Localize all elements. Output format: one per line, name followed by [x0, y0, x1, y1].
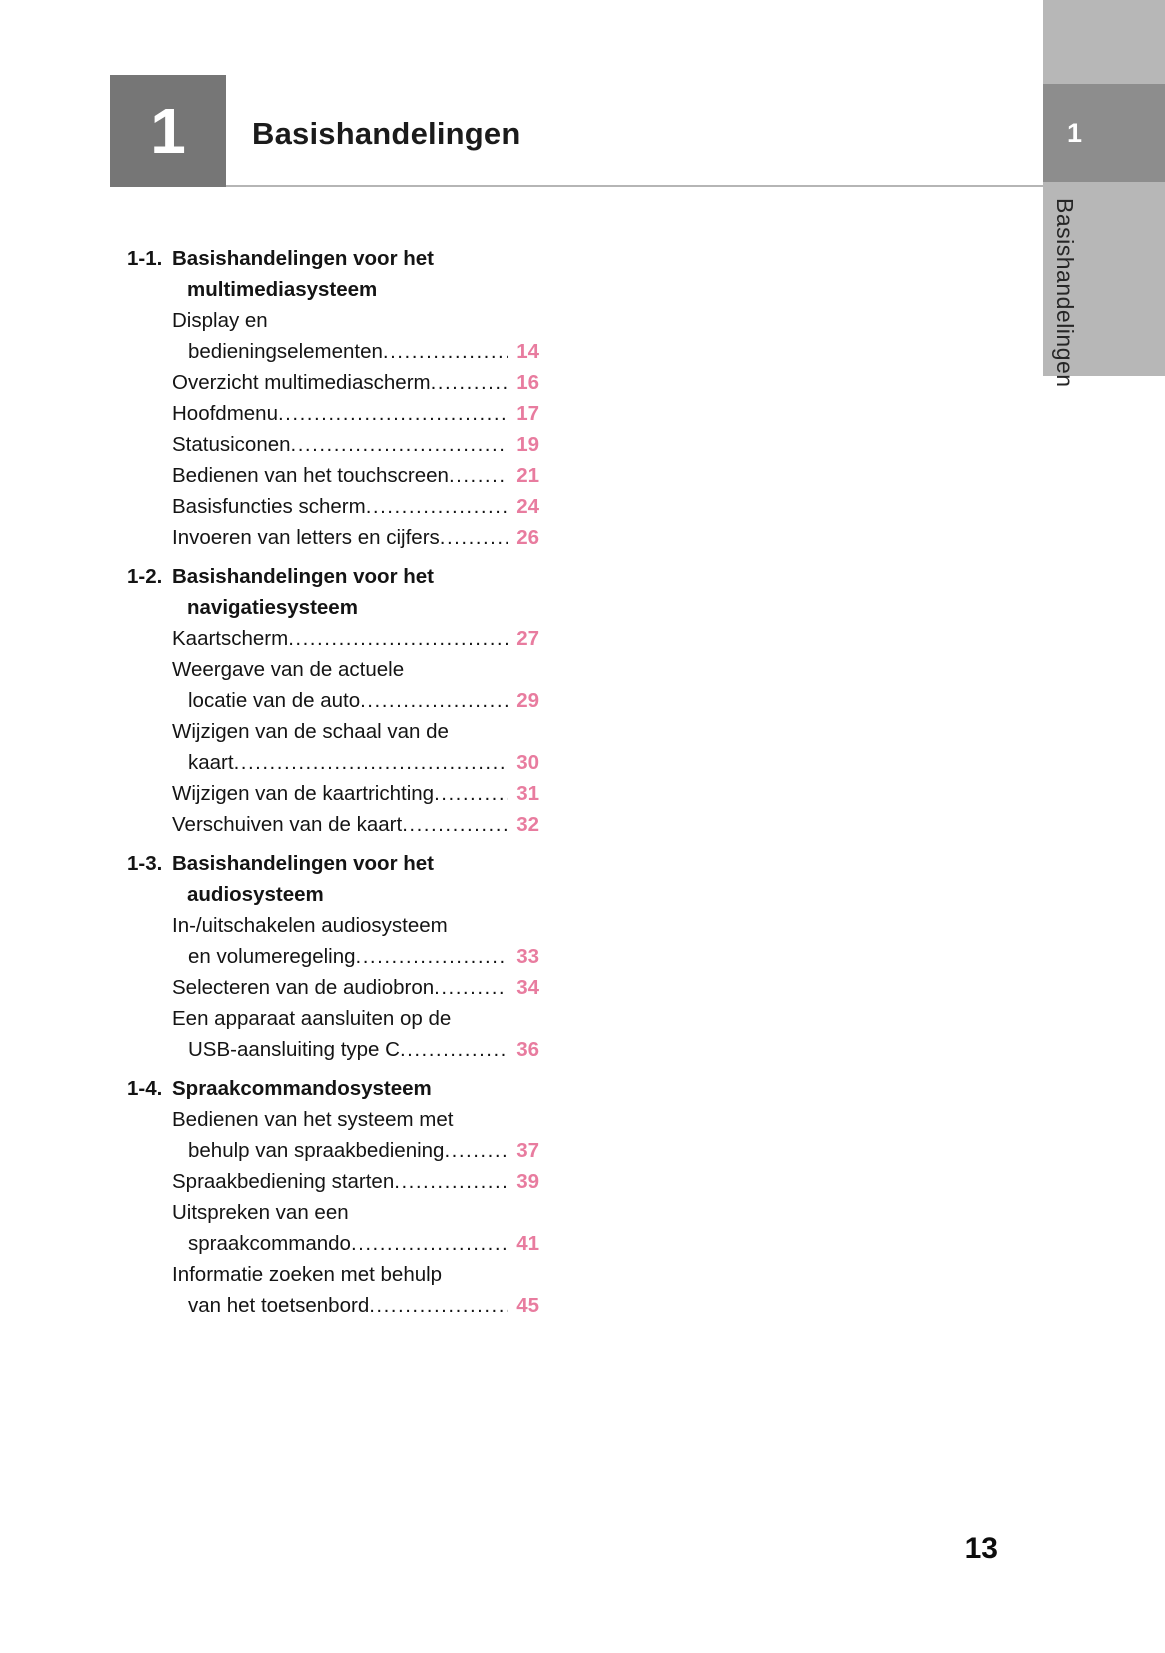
leader-dots — [366, 491, 508, 522]
leader-dots — [288, 623, 508, 654]
toc-entry-lastline — [172, 778, 539, 809]
leader-dots — [291, 429, 508, 460]
toc-entry-page-number: 17 — [516, 402, 539, 425]
toc-entry-text: Weergave van de actuele — [172, 658, 405, 681]
toc-entry-page-number: 33 — [516, 945, 539, 968]
sidebar-chapter-tab — [1043, 84, 1165, 182]
toc-section-title: Spraakcommandosysteem — [172, 1077, 432, 1100]
leader-dots — [369, 1290, 508, 1321]
toc-section-heading — [127, 1073, 539, 1104]
toc-entry-lastline — [172, 941, 539, 972]
toc-entry-page-number: 19 — [516, 433, 539, 456]
toc-entry-lastline — [172, 1166, 539, 1197]
toc-entry-page-number: 41 — [516, 1232, 539, 1255]
leader-dots — [440, 522, 508, 553]
sidebar-chapter-number: 1 — [1067, 117, 1083, 148]
toc-section-title: Basishandelingen voor het — [172, 247, 434, 270]
toc-entry — [172, 623, 539, 654]
leader-dots — [394, 1166, 508, 1197]
toc-section-number: 1-4. — [127, 1077, 163, 1100]
toc-entry-text: Informatie zoeken met behulp — [172, 1263, 443, 1286]
toc-entry-page-number: 27 — [516, 627, 539, 650]
toc-entry-page-number: 39 — [516, 1170, 539, 1193]
toc-entry-text: Hoofdmenu — [172, 402, 278, 425]
leader-dots — [360, 685, 508, 716]
leader-dots — [449, 460, 508, 491]
toc-entry-text: kaart — [188, 751, 234, 774]
toc-entry-lastline — [172, 972, 539, 1003]
toc-entry-page-number: 30 — [516, 751, 539, 774]
toc-entry-page-number: 14 — [516, 340, 539, 363]
toc-entry-text: Een apparaat aansluiten op de — [172, 1007, 452, 1030]
leader-dots — [444, 1135, 508, 1166]
toc-section-heading — [127, 848, 539, 879]
toc-entry-lastline — [172, 367, 539, 398]
toc-section-title: Basishandelingen voor het — [172, 565, 434, 588]
toc-entry-text: Bedienen van het touchscreen — [172, 464, 449, 487]
toc-entry-text: Statusiconen — [172, 433, 291, 456]
toc-entry-page-number: 21 — [516, 464, 539, 487]
chapter-title: Basishandelingen — [252, 116, 521, 151]
toc-entry-text: bedieningselementen — [188, 340, 383, 363]
toc-entry — [172, 910, 539, 972]
toc-entry-page-number: 24 — [516, 495, 539, 518]
toc-entry-page-number: 29 — [516, 689, 539, 712]
toc-entry — [172, 522, 539, 553]
leader-dots — [351, 1228, 508, 1259]
toc-entry-page-number: 16 — [516, 371, 539, 394]
toc-entry-text: In-/uitschakelen audiosysteem — [172, 914, 448, 937]
leader-dots — [434, 972, 508, 1003]
toc-entry — [172, 398, 539, 429]
toc-entry — [172, 654, 539, 716]
toc-entry — [172, 491, 539, 522]
leader-dots — [434, 778, 508, 809]
toc-entry — [172, 429, 539, 460]
toc-entry — [172, 716, 539, 778]
toc-section-heading — [127, 561, 539, 592]
toc-entry-lastline — [172, 429, 539, 460]
toc-section-number: 1-1. — [127, 247, 163, 270]
toc-entry-page-number: 36 — [516, 1038, 539, 1061]
toc-entry-text: locatie van de auto — [188, 689, 361, 712]
toc-entry-page-number: 34 — [516, 976, 539, 999]
toc-entry-text: Verschuiven van de kaart — [172, 813, 403, 836]
toc-entry-text: van het toetsenbord — [188, 1294, 370, 1317]
toc-entry-text: Spraakbediening starten — [172, 1170, 395, 1193]
toc-section-title-wrap: multimediasysteem — [187, 278, 378, 301]
toc — [127, 243, 539, 1321]
toc-entry-lastline — [172, 460, 539, 491]
sidebar-strip — [1043, 0, 1165, 388]
toc-entry-lastline — [172, 685, 539, 716]
toc-entry — [172, 460, 539, 491]
toc-entry — [172, 305, 539, 367]
leader-dots — [278, 398, 508, 429]
page-number: 13 — [964, 1532, 998, 1565]
toc-entry-text: Wijzigen van de kaartrichting — [172, 782, 435, 805]
leader-dots — [402, 809, 508, 840]
toc-entry-text: Overzicht multimediascherm — [172, 371, 431, 394]
toc-entry — [172, 1259, 539, 1321]
toc-entry-text: Display en — [172, 309, 268, 332]
leader-dots — [356, 941, 508, 972]
leader-dots — [383, 336, 508, 367]
toc-entry-text: behulp van spraakbediening — [188, 1139, 445, 1162]
toc-entry-page-number: 26 — [516, 526, 539, 549]
toc-entry-text: Uitspreken van een — [172, 1201, 349, 1224]
toc-section-title-wrap: audiosysteem — [187, 883, 324, 906]
toc-section-number: 1-2. — [127, 565, 163, 588]
toc-section-title-wrap: navigatiesysteem — [187, 596, 358, 619]
toc-entry-page-number: 45 — [516, 1294, 539, 1317]
toc-entry-lastline — [172, 1135, 539, 1166]
toc-entry-lastline — [172, 623, 539, 654]
leader-dots — [431, 367, 508, 398]
toc-entry-page-number: 37 — [516, 1139, 539, 1162]
toc-entry-text: USB-aansluiting type C — [188, 1038, 400, 1061]
toc-entry-lastline — [172, 522, 539, 553]
toc-entry-text: Kaartscherm — [172, 627, 289, 650]
toc-entry-lastline — [172, 1228, 539, 1259]
toc-entry — [172, 1166, 539, 1197]
toc-entry — [172, 1104, 539, 1166]
toc-entry — [172, 778, 539, 809]
toc-entry-text: Basisfuncties scherm — [172, 495, 366, 518]
toc-section — [127, 1073, 539, 1321]
toc-entry-text: Wijzigen van de schaal van de — [172, 720, 449, 743]
toc-entry-lastline — [172, 398, 539, 429]
chapter-number-box — [110, 75, 226, 187]
toc-entry-text: en volumeregeling — [188, 945, 356, 968]
toc-entry — [172, 367, 539, 398]
toc-entry-text: Invoeren van letters en cijfers — [172, 526, 440, 549]
toc-entry-text: Bedienen van het systeem met — [172, 1108, 454, 1131]
toc-entry-lastline — [172, 1290, 539, 1321]
toc-entry — [172, 1197, 539, 1259]
toc-entry-text: Selecteren van de audiobron — [172, 976, 435, 999]
toc-entry-page-number: 32 — [516, 813, 539, 836]
toc-entry-lastline — [172, 747, 539, 778]
toc-section — [127, 848, 539, 1065]
toc-section — [127, 243, 539, 553]
toc-entry-lastline — [172, 336, 539, 367]
toc-entry-lastline — [172, 1034, 539, 1065]
toc-entry-page-number: 31 — [516, 782, 539, 805]
toc-entry — [172, 1003, 539, 1065]
header-rule — [226, 185, 1043, 187]
toc-entry-lastline — [172, 491, 539, 522]
toc-section-title: Basishandelingen voor het — [172, 852, 434, 875]
toc-section-number: 1-3. — [127, 852, 163, 875]
leader-dots — [400, 1034, 508, 1065]
toc-section — [127, 561, 539, 840]
chapter-number: 1 — [150, 95, 186, 167]
toc-entry-lastline — [172, 809, 539, 840]
leader-dots — [234, 747, 508, 778]
toc-entry — [172, 809, 539, 840]
sidebar-vertical-label: Basishandelingen — [1052, 198, 1078, 388]
toc-entry-text: spraakcommando — [188, 1232, 351, 1255]
toc-entry — [172, 972, 539, 1003]
toc-section-heading — [127, 243, 539, 274]
